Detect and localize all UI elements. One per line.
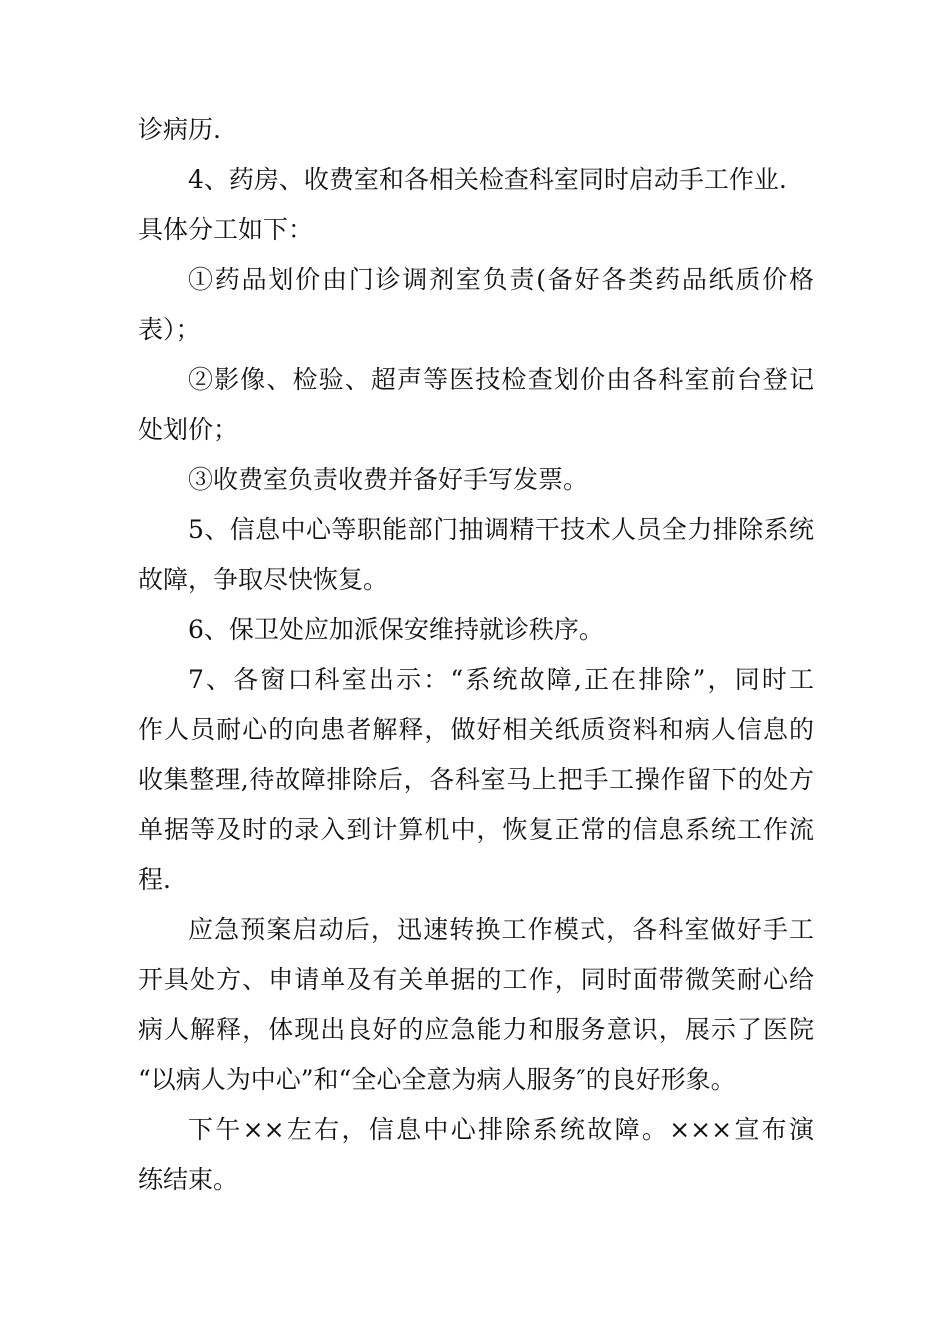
text-line: 病人解释，体现出良好的应急能力和服务意识，展示了医院: [138, 1015, 814, 1044]
text-line: 4、药房、收费室和各相关检查科室同时启动手工作业.: [188, 165, 787, 194]
text-line: 处划价；: [138, 415, 239, 444]
text-line: ①药品划价由门诊调剂室负责(备好各类药品纸质价格: [188, 265, 814, 294]
text-line: 作人员耐心的向患者解释，做好相关纸质资料和病人信息的: [138, 715, 814, 744]
text-line: 练结束。: [138, 1165, 239, 1194]
document-body: [138, 105, 814, 1205]
text-line: 故障，争取尽快恢复。: [138, 565, 389, 594]
text-line: 应急预案启动后，迅速转换工作模式，各科室做好手工: [188, 915, 814, 944]
text-line: 6、保卫处应加派保安维持就诊秩序。: [188, 615, 604, 644]
text-line: 诊病历.: [138, 115, 221, 144]
text-line: 下午××左右，信息中心排除系统故障。×××宣布演: [188, 1115, 814, 1144]
text-line: 程.: [138, 865, 171, 894]
text-line: 具体分工如下：: [138, 215, 314, 244]
text-line: “以病人为中心”和“全心全意为病人服务″的良好形象。: [138, 1065, 736, 1094]
text-line: ③收费室负责收费并备好手写发票。: [188, 465, 589, 494]
text-line: 5、信息中心等职能部门抽调精干技术人员全力排除系统: [188, 515, 814, 544]
text-line: 收集整理,待故障排除后，各科室马上把手工操作留下的处方: [138, 765, 814, 794]
text-line: 7、各窗口科室出示：“系统故障,正在排除”，同时工: [188, 665, 814, 694]
text-line: ②影像、检验、超声等医技检查划价由各科室前台登记: [188, 365, 814, 394]
text-line: 单据等及时的录入到计算机中，恢复正常的信息系统工作流: [138, 815, 814, 844]
text-line: 表）；: [138, 315, 201, 344]
text-line: 开具处方、申请单及有关单据的工作，同时面带微笑耐心给: [138, 965, 814, 994]
